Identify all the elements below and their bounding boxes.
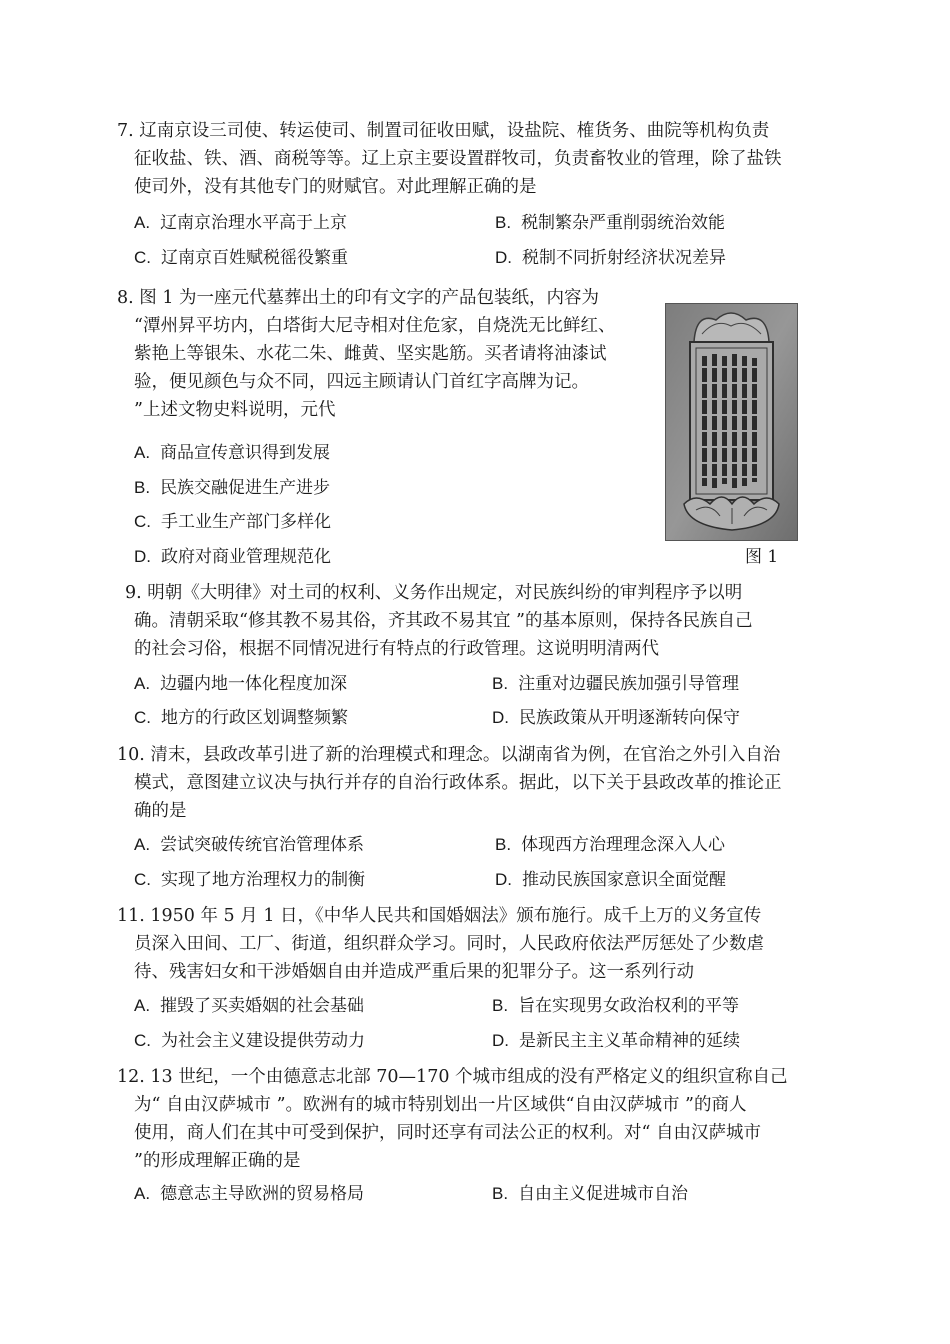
option-a[interactable] (134, 994, 364, 1018)
option-d[interactable] (492, 706, 740, 730)
option-letter: A. (134, 996, 151, 1015)
option-letter: D. (495, 870, 512, 889)
option-text: 注重对边疆民族加强引导管理 (518, 674, 740, 694)
question-stem (117, 117, 782, 201)
stem-line: 7. 辽南京设三司使、转运使司、制置司征收田赋，设盐院、榷货务、曲院等机构负责 (117, 121, 770, 141)
option-letter: C. (134, 248, 151, 267)
figure-caption: 图 1 (745, 547, 779, 567)
option-b[interactable] (134, 476, 330, 500)
option-letter: D. (492, 1031, 509, 1050)
option-c[interactable] (134, 1029, 365, 1053)
option-text: 辽南京治理水平高于上京 (160, 213, 348, 233)
option-d[interactable] (495, 246, 726, 270)
stem-line: 的社会习俗，根据不同情况进行有特点的行政管理。这说明明清两代 (134, 639, 659, 659)
option-a[interactable] (134, 441, 330, 465)
stem-line: 紫艳上等银朱、水花二朱、雌黄、坚实匙筋。买者请将油漆试 (134, 344, 607, 364)
option-text: 体现西方治理理念深入人心 (521, 835, 726, 855)
stem-line: 为“ 自由汉萨城市 ”。欧洲有的城市特别划出一片区域供“自由汉萨城市 ”的商人 (134, 1095, 747, 1115)
option-text: 边疆内地一体化程度加深 (160, 674, 348, 694)
option-letter: C. (134, 1031, 151, 1050)
option-letter: A. (134, 443, 151, 462)
option-a[interactable] (134, 1182, 364, 1206)
option-text: 是新民主主义革命精神的延续 (519, 1031, 740, 1051)
option-text: 尝试突破传统官治管理体系 (160, 835, 365, 855)
stem-line: 使用，商人们在其中可受到保护，同时还享有司法公正的权利。对“ 自由汉萨城市 (134, 1123, 762, 1143)
figure-1-image (665, 303, 798, 541)
option-letter: B. (495, 835, 512, 854)
option-text: 地方的行政区划调整频繁 (161, 708, 348, 728)
option-text: 实现了地方治理权力的制衡 (161, 870, 365, 890)
option-b[interactable] (495, 211, 725, 235)
question-stem (117, 902, 764, 986)
option-b[interactable] (492, 1182, 688, 1206)
option-letter: A. (134, 1184, 151, 1203)
option-text: 为社会主义建设提供劳动力 (161, 1031, 365, 1051)
option-text: 税制不同折射经济状况差异 (522, 248, 726, 268)
option-text: 辽南京百姓赋税徭役繁重 (161, 248, 348, 268)
question-stem (117, 741, 782, 825)
option-letter: B. (492, 674, 509, 693)
option-text: 摧毁了买卖婚姻的社会基础 (160, 996, 365, 1016)
option-text: 德意志主导欧洲的贸易格局 (160, 1184, 365, 1204)
option-text: 政府对商业管理规范化 (161, 547, 331, 567)
option-b[interactable] (492, 672, 739, 696)
stem-line: 12. 13 世纪，一个由德意志北部 70—170 个城市组成的没有严格定义的组织宣称自己 (117, 1067, 788, 1087)
option-c[interactable] (134, 510, 331, 534)
option-a[interactable] (134, 672, 347, 696)
wrapping-paper-photo (666, 304, 797, 540)
question-stem (125, 579, 752, 663)
option-letter: B. (492, 1184, 509, 1203)
option-d[interactable] (492, 1029, 740, 1053)
option-c[interactable] (134, 868, 365, 892)
option-text: 民族政策从开明逐渐转向保守 (519, 708, 740, 728)
option-c[interactable] (134, 246, 348, 270)
option-d[interactable] (495, 868, 726, 892)
stem-line: ”的形成理解正确的是 (134, 1151, 301, 1171)
stem-line: 9. 明朝《大明律》对土司的权利、义务作出规定，对民族纠纷的审判程序予以明 (125, 583, 743, 603)
stem-line: 征收盐、铁、酒、商税等等。辽上京主要设置群牧司，负责畜牧业的管理，除了盐铁 (134, 149, 782, 169)
question-stem (117, 284, 615, 424)
option-letter: A. (134, 213, 151, 232)
option-text: 手工业生产部门多样化 (161, 512, 331, 532)
option-text: 税制繁杂严重削弱统治效能 (521, 213, 726, 233)
stem-line: ”上述文物史料说明，元代 (134, 400, 336, 420)
stem-line: 11. 1950 年 5 月 1 日，《中华人民共和国婚姻法》颁布施行。成千上万的义务宣传 (117, 906, 762, 926)
option-letter: C. (134, 512, 151, 531)
option-letter: D. (495, 248, 512, 267)
option-c[interactable] (134, 706, 348, 730)
option-b[interactable] (492, 994, 739, 1018)
option-text: 民族交融促进生产进步 (160, 478, 331, 498)
stem-line: 员深入田间、工厂、街道，组织群众学习。同时，人民政府依法严厉惩处了少数虐 (134, 934, 764, 954)
option-a[interactable] (134, 211, 347, 235)
option-letter: B. (495, 213, 512, 232)
stem-line: “潭州昇平坊内，白塔街大尼寺相对住危家，自烧洗无比鲜红、 (134, 316, 616, 336)
stem-line: 确的是 (134, 801, 187, 821)
option-letter: D. (134, 547, 151, 566)
stem-line: 验，便见颜色与众不同，四远主顾请认门首红字高牌为记。 (134, 372, 589, 392)
option-letter: B. (134, 478, 151, 497)
option-text: 自由主义促进城市自治 (518, 1184, 689, 1204)
stem-line: 待、残害妇女和干涉婚姻自由并造成严重后果的犯罪分子。这一系列行动 (134, 962, 694, 982)
question-stem (117, 1063, 788, 1175)
stem-line: 10. 清末，县政改革引进了新的治理模式和理念。以湖南省为例，在官治之外引入自治 (117, 745, 781, 765)
option-letter: A. (134, 835, 151, 854)
option-d[interactable] (134, 545, 331, 569)
option-text: 商品宣传意识得到发展 (160, 443, 331, 463)
stem-line: 8. 图 1 为一座元代墓葬出土的印有文字的产品包装纸，内容为 (117, 288, 600, 308)
option-b[interactable] (495, 833, 725, 857)
option-letter: C. (134, 708, 151, 727)
stem-line: 确。清朝采取“修其教不易其俗，齐其政不易其宜 ”的基本原则，保持各民族自己 (134, 611, 753, 631)
option-a[interactable] (134, 833, 364, 857)
option-letter: C. (134, 870, 151, 889)
option-text: 旨在实现男女政治权利的平等 (518, 996, 740, 1016)
stem-line: 使司外，没有其他专门的财赋官。对此理解正确的是 (134, 177, 537, 197)
stem-line: 模式，意图建立议决与执行并存的自治行政体系。据此，以下关于县政改革的推论正 (134, 773, 782, 793)
option-letter: A. (134, 674, 151, 693)
option-letter: D. (492, 708, 509, 727)
option-text: 推动民族国家意识全面觉醒 (522, 870, 726, 890)
option-letter: B. (492, 996, 509, 1015)
